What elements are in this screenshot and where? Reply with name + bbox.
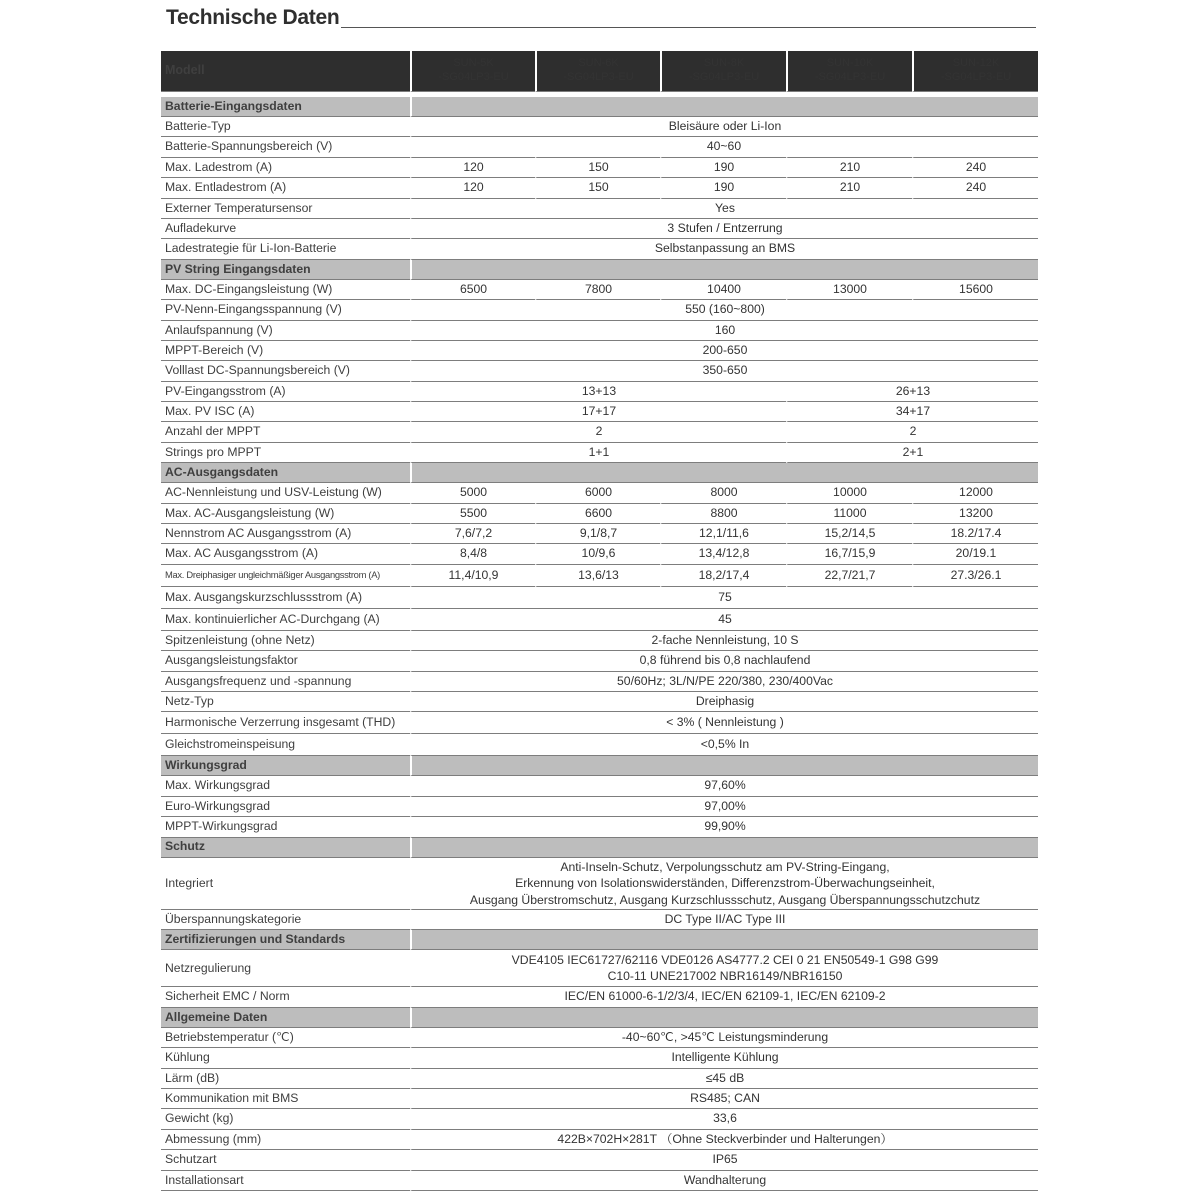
model-suffix: -SG04LP3-EU (814, 71, 886, 83)
section-title: Batterie-Eingangsdaten (161, 97, 410, 117)
spec-value: 8000 (660, 483, 786, 503)
spec-label: Lärm (dB) (161, 1069, 410, 1089)
spec-value: 9,1/8,7 (535, 524, 660, 544)
spec-row (161, 239, 1038, 259)
spec-value: 13000 (786, 280, 912, 300)
spec-value: 6600 (535, 504, 660, 524)
model-name: SUN-10K (826, 57, 874, 70)
spec-label: Max. PV ISC (A) (161, 402, 410, 422)
spec-value: 13,4/12,8 (660, 544, 786, 564)
spec-row (161, 483, 1038, 503)
spec-value: 18.2/17.4 (912, 524, 1038, 544)
spec-value: 2 (410, 422, 786, 442)
spec-value: 2+1 (786, 443, 1038, 463)
spec-label: Max. Dreiphasiger ungleichmäßiger Ausgangsstrom (A) (161, 565, 410, 587)
spec-row (161, 280, 1038, 300)
spec-label: Abmessung (mm) (161, 1130, 410, 1150)
section-header-fill (410, 930, 1038, 950)
spec-row (161, 734, 1038, 756)
section-header-row (161, 463, 1038, 483)
model-name-cell (912, 51, 1038, 92)
spec-value: RS485; CAN (410, 1089, 1038, 1109)
spec-label: Spitzenleistung (ohne Netz) (161, 631, 410, 651)
model-suffix: -SG04LP3-EU (688, 71, 760, 83)
spec-row (161, 1150, 1038, 1170)
spec-value: 240 (912, 178, 1038, 198)
spec-label: Kommunikation mit BMS (161, 1089, 410, 1109)
spec-value: 50/60Hz; 3L/N/PE 220/380, 230/400Vac (410, 672, 1038, 692)
spec-value: 20/19.1 (912, 544, 1038, 564)
spec-value: 8800 (660, 504, 786, 524)
spec-row (161, 565, 1038, 587)
spec-label: Max. AC-Ausgangsleistung (W) (161, 504, 410, 524)
spec-label: Max. Entladestrom (A) (161, 178, 410, 198)
spec-value: IEC/EN 61000-6-1/2/3/4, IEC/EN 62109-1, IEC/EN 62109-2 (410, 987, 1038, 1007)
spec-label: MPPT-Bereich (V) (161, 341, 410, 361)
spec-value (410, 950, 1038, 987)
spec-value: 350-650 (410, 361, 1038, 381)
spec-value: 2-fache Nennleistung, 10 S (410, 631, 1038, 651)
spec-label: Volllast DC-Spannungsbereich (V) (161, 361, 410, 381)
spec-row (161, 1089, 1038, 1109)
spec-label: Anzahl der MPPT (161, 422, 410, 442)
spec-label: Ausgangsleistungsfaktor (161, 651, 410, 671)
spec-value: 5000 (410, 483, 535, 503)
spec-row (161, 651, 1038, 671)
spec-row (161, 300, 1038, 320)
spec-value-line: Ausgang Überstromschutz, Ausgang Kurzschlussschutz, Ausgang Überspannungsschutzchutz (469, 892, 981, 907)
spec-value: 200-650 (410, 341, 1038, 361)
spec-row (161, 1028, 1038, 1048)
spec-label: Gewicht (kg) (161, 1109, 410, 1129)
section-header-fill (410, 838, 1038, 858)
title-bar (163, 4, 1036, 34)
spec-value: Intelligente Kühlung (410, 1048, 1038, 1068)
spec-label: Harmonische Verzerrung insgesamt (THD) (161, 712, 410, 734)
section-title: Schutz (161, 838, 410, 858)
spec-row (161, 341, 1038, 361)
spec-label: Max. Ladestrom (A) (161, 158, 410, 178)
spec-label: Netzregulierung (161, 950, 410, 987)
spec-value (535, 137, 660, 157)
spec-value: ≤45 dB (410, 1069, 1038, 1089)
spec-label: Batterie-Spannungsbereich (V) (161, 137, 410, 157)
spec-value: 10/9,6 (535, 544, 660, 564)
spec-value: 97,60% (410, 776, 1038, 796)
spec-value: 210 (786, 158, 912, 178)
spec-row (161, 950, 1038, 987)
section-title: Allgemeine Daten (161, 1008, 410, 1028)
spec-value: 45 (410, 609, 1038, 631)
spec-label: Kühlung (161, 1048, 410, 1068)
section-header-fill (410, 756, 1038, 776)
spec-value: 11,4/10,9 (410, 565, 535, 587)
section-title: Wirkungsgrad (161, 756, 410, 776)
spec-label: Max. AC Ausgangsstrom (A) (161, 544, 410, 564)
spec-label: MPPT-Wirkungsgrad (161, 817, 410, 837)
section-header-fill (410, 1008, 1038, 1028)
spec-value: 3 Stufen / Entzerrung (410, 219, 1038, 239)
spec-label: Ausgangsfrequenz und -spannung (161, 672, 410, 692)
model-name: SUN-8K (703, 57, 745, 70)
spec-row (161, 1069, 1038, 1089)
model-suffix: -SG04LP3-EU (940, 71, 1012, 83)
model-header-row (161, 51, 1038, 92)
section-title: Zertifizierungen und Standards (161, 930, 410, 950)
spec-label: Aufladekurve (161, 219, 410, 239)
spec-value: 120 (410, 178, 535, 198)
spec-value: 240 (912, 158, 1038, 178)
spec-value (410, 858, 1038, 911)
page-title: Technische Daten (166, 6, 340, 29)
spec-row (161, 797, 1038, 817)
spec-label: Schutzart (161, 1150, 410, 1170)
spec-value: 190 (660, 178, 786, 198)
spec-value: 11000 (786, 504, 912, 524)
spec-value: -40~60℃, >45℃ Leistungsminderung (410, 1028, 1038, 1048)
model-name-cell (660, 51, 786, 92)
spec-row (161, 910, 1038, 930)
spec-value: 33,6 (410, 1109, 1038, 1129)
spec-value: 6500 (410, 280, 535, 300)
spec-label: PV-Nenn-Eingangsspannung (V) (161, 300, 410, 320)
spec-value: Yes (410, 199, 1038, 219)
spec-value: 120 (410, 158, 535, 178)
spec-label: Batterie-Typ (161, 117, 410, 137)
spec-value: 40~60 (660, 137, 786, 157)
spec-value: 6000 (535, 483, 660, 503)
spec-value-line: Erkennung von Isolationswiderständen, Differenzstrom-Überwachungseinheit, (515, 876, 935, 891)
spec-label: AC-Nennleistung und USV-Leistung (W) (161, 483, 410, 503)
spec-label: Nennstrom AC Ausgangsstrom (A) (161, 524, 410, 544)
spec-row (161, 158, 1038, 178)
spec-value: 13+13 (410, 382, 786, 402)
spec-value: < 3% ( Nennleistung ) (410, 712, 1038, 734)
model-suffix: -SG04LP3-EU (563, 71, 634, 83)
section-title: PV String Eingangsdaten (161, 260, 410, 280)
spec-value: 12000 (912, 483, 1038, 503)
section-header-row (161, 1008, 1038, 1028)
spec-label: Max. DC-Eingangsleistung (W) (161, 280, 410, 300)
spec-label: Netz-Typ (161, 692, 410, 712)
spec-row (161, 361, 1038, 381)
spec-row (161, 712, 1038, 734)
model-name: SUN-5K (453, 57, 494, 70)
model-name-cell (410, 51, 535, 92)
spec-value: 2 (786, 422, 1038, 442)
spec-value: IP65 (410, 1150, 1038, 1170)
spec-value: 7800 (535, 280, 660, 300)
spec-value: 26+13 (786, 382, 1038, 402)
spec-value: 22,7/21,7 (786, 565, 912, 587)
spec-label: Betriebstemperatur (℃) (161, 1028, 410, 1048)
spec-label: Max. Wirkungsgrad (161, 776, 410, 796)
model-suffix: -SG04LP3-EU (438, 71, 509, 83)
model-name-cell (786, 51, 912, 92)
spec-row (161, 817, 1038, 837)
model-header-label: Modell (161, 51, 410, 92)
spec-row (161, 199, 1038, 219)
section-header-row (161, 756, 1038, 776)
spec-table (161, 51, 1038, 1191)
spec-row (161, 692, 1038, 712)
section-header-fill (410, 463, 1038, 483)
spec-row (161, 609, 1038, 631)
spec-label: Strings pro MPPT (161, 443, 410, 463)
spec-row (161, 443, 1038, 463)
spec-row (161, 587, 1038, 609)
spec-value: 10000 (786, 483, 912, 503)
section-header-row (161, 930, 1038, 950)
spec-value: 18,2/17,4 (660, 565, 786, 587)
spec-value-line: VDE4105 IEC61727/62116 VDE0126 AS4777.2 CEI 0 21 EN50549-1 G98 G99 (511, 952, 939, 967)
spec-value (912, 137, 1038, 157)
spec-value-line: Anti-Inseln-Schutz, Verpolungsschutz am PV-String-Eingang, (560, 859, 890, 874)
spec-row (161, 504, 1038, 524)
spec-value: 15600 (912, 280, 1038, 300)
spec-value: 422B×702H×281T （Ohne Steckverbinder und Halterungen） (410, 1130, 1038, 1150)
spec-value: 10400 (660, 280, 786, 300)
spec-row (161, 776, 1038, 796)
spec-value: 190 (660, 158, 786, 178)
spec-value: Selbstanpassung an BMS (410, 239, 1038, 259)
spec-value: Dreiphasig (410, 692, 1038, 712)
spec-value: DC Type II/AC Type III (410, 910, 1038, 930)
spec-label: PV-Eingangsstrom (A) (161, 382, 410, 402)
spec-label: Installationsart (161, 1171, 410, 1191)
spec-value-line: C10-11 UNE217002 NBR16149/NBR16150 (607, 969, 843, 984)
model-name: SUN-12K (952, 57, 1000, 70)
spec-row (161, 1130, 1038, 1150)
spec-value: 550 (160~800) (410, 300, 1038, 320)
spec-row (161, 178, 1038, 198)
spec-label: Anlaufspannung (V) (161, 321, 410, 341)
spec-value: 1+1 (410, 443, 786, 463)
spec-value: Bleisäure oder Li-Ion (410, 117, 1038, 137)
spec-value: 0,8 führend bis 0,8 nachlaufend (410, 651, 1038, 671)
spec-row (161, 1048, 1038, 1068)
model-name-cell (535, 51, 660, 92)
model-name: SUN-6K (578, 57, 619, 70)
spec-value: 12,1/11,6 (660, 524, 786, 544)
spec-label: Max. Ausgangskurzschlussstrom (A) (161, 587, 410, 609)
spec-value: <0,5% In (410, 734, 1038, 756)
section-header-row (161, 97, 1038, 117)
spec-value: 75 (410, 587, 1038, 609)
spec-label: Externer Temperatursensor (161, 199, 410, 219)
spec-row (161, 631, 1038, 651)
spec-label: Sicherheit EMC / Norm (161, 987, 410, 1007)
spec-value: 150 (535, 158, 660, 178)
spec-row (161, 987, 1038, 1007)
spec-label: Ladestrategie für Li-Ion-Batterie (161, 239, 410, 259)
spec-value (786, 137, 912, 157)
section-header-row (161, 838, 1038, 858)
spec-row (161, 672, 1038, 692)
spec-row (161, 382, 1038, 402)
section-title: AC-Ausgangsdaten (161, 463, 410, 483)
title-underline (341, 27, 1036, 28)
spec-value: 15,2/14,5 (786, 524, 912, 544)
spec-row (161, 1109, 1038, 1129)
spec-value: 160 (410, 321, 1038, 341)
spec-value (410, 137, 535, 157)
spec-row (161, 524, 1038, 544)
section-header-fill (410, 97, 1038, 117)
spec-value: 34+17 (786, 402, 1038, 422)
section-header-row (161, 260, 1038, 280)
spec-value: 97,00% (410, 797, 1038, 817)
spec-row (161, 117, 1038, 137)
spec-value: 99,90% (410, 817, 1038, 837)
spec-row (161, 1171, 1038, 1191)
spec-row (161, 858, 1038, 911)
spec-value: 16,7/15,9 (786, 544, 912, 564)
spec-label: Integriert (161, 858, 410, 911)
spec-value: 150 (535, 178, 660, 198)
spec-value: 13200 (912, 504, 1038, 524)
spec-value: 13,6/13 (535, 565, 660, 587)
spec-value: 27.3/26.1 (912, 565, 1038, 587)
spec-label: Euro-Wirkungsgrad (161, 797, 410, 817)
spec-value: 8,4/8 (410, 544, 535, 564)
spec-label: Überspannungskategorie (161, 910, 410, 930)
spec-label: Max. kontinuierlicher AC-Durchgang (A) (161, 609, 410, 631)
spec-row (161, 137, 1038, 157)
spec-value: 210 (786, 178, 912, 198)
spec-row (161, 402, 1038, 422)
spec-row (161, 321, 1038, 341)
spec-row (161, 544, 1038, 564)
spec-value: 5500 (410, 504, 535, 524)
spec-value: 7,6/7,2 (410, 524, 535, 544)
spec-value: 17+17 (410, 402, 786, 422)
section-header-fill (410, 260, 1038, 280)
spec-value: Wandhalterung (410, 1171, 1038, 1191)
spec-row (161, 422, 1038, 442)
spec-row (161, 219, 1038, 239)
spec-label: Gleichstromeinspeisung (161, 734, 410, 756)
